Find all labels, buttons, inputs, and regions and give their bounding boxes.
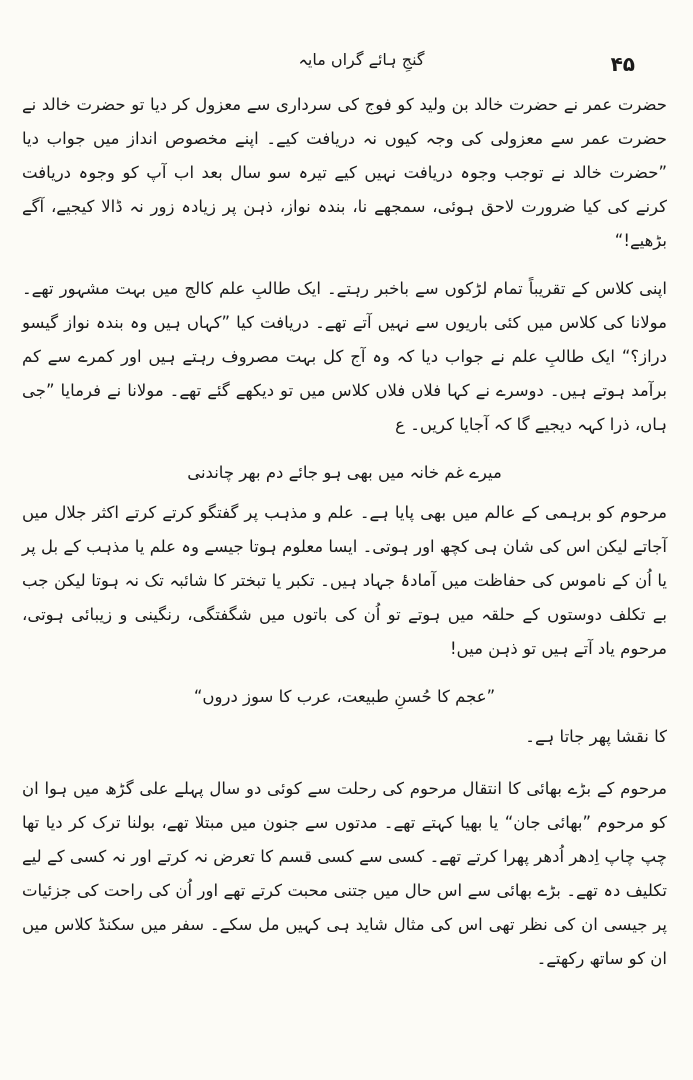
paragraph-4: مرحوم کے بڑے بھائی کا انتقال مرحوم کی رحلت سے کوئی دو سال پہلے علی گڑھ میں ہوا ان کو مرحوم ”بھائی جان“ یا بھیا کہتے تھے۔ مدتوں سے جنون میں مبتلا تھے، بولنا ترک کر دیا تھا چپ چاپ اِدھر اُدھر پھرا کرتے تھے۔ کسی سے کسی قسم کا تعرض نہ کرتے اور نہ کسی کے لیے تکلیف دہ تھے۔ بڑے بھائی سے اس حال میں جتنی محبت کرتے تھے اور اُن کی راحت کی جزئیات پر جیسی ان کی نظر تھی اس کی مثال شاید ہی کہیں مل سکے۔ سفر میں سکنڈ کلاس میں ان کو ساتھ رکھتے۔ — [22, 779, 667, 968]
page-header — [60, 44, 663, 84]
page-number: ۴۵ — [610, 52, 635, 76]
paragraph-1: حضرت عمر نے حضرت خالد بن ولید کو فوج کی سرداری سے معزول کر دیا تو حضرت خالد نے حضرت عمر سے معزولی کی وجہ کیوں نہ دریافت کیے۔ اپنے مخصوص انداز میں جواب دیا ”حضرت خالد نے توجب وجوہ دریافت نہیں کیے تیرہ سو سال بعد اب آپ کو وجوہ دریافت کرنے کی کیا ضرورت لاحق ہوئی، سمجھے نا، بندہ نواز، ذہن پر زیادہ زور نہ ڈالا کیجیے، آگے بڑھیے!“ — [22, 95, 667, 250]
verse-1: میرے غم خانہ میں بھی ہو جائے دم بھر چاندنی — [187, 463, 502, 482]
page-body — [22, 88, 667, 990]
paragraph-3: مرحوم کو برہمی کے عالم میں بھی پایا ہے۔ علم و مذہب پر گفتگو کرتے کرتے اکثر جلال میں آجاتے لیکن اس کی شان ہی کچھ اور ہوتی۔ ایسا معلوم ہوتا جیسے وہ علم یا مذہب کے بل پر یا اُن کے ناموس کی حفاظت میں آمادۂ جہاد ہیں۔ تکبر یا تبختر کا شائبہ تک نہ ہوتا لیکن جب بے تکلف دوستوں کے حلقہ میں ہوتے تو اُن کی باتوں میں شگفتگی، رنگینی و زیبائی ہوتی، مرحوم یاد آتے ہیں تو ذہن میں! — [22, 503, 667, 658]
verse-continuation: کا نقشا پھر جاتا ہے۔ — [525, 727, 667, 746]
running-title: گنجِ ہائے گراں مایہ — [298, 50, 425, 69]
paragraph-2: اپنی کلاس کے تقریباً تمام لڑکوں سے باخبر رہتے۔ ایک طالبِ علم کالج میں بہت مشہور تھے۔ مولانا کی کلاس میں کئی باریوں سے نہیں آتے تھے۔ دریافت کیا ”کہاں ہیں وہ بندہ نواز گیسو دراز؟“ ایک طالبِ علم نے جواب دیا کہ وہ آج کل بہت مصروف رہتے ہیں اور کمرے سے کم برآمد ہوتے ہیں۔ دوسرے نے کہا فلاں فلاں کلاس میں تو دیکھے گئے تھے۔ مولانا نے فرمایا ”جی ہاں، ذرا کہہ دیجیے گا کہ آجایا کریں۔ ع — [22, 279, 667, 434]
verse-2: ”عجم کا حُسنِ طبیعت، عرب کا سوز دروں“ — [193, 687, 496, 706]
